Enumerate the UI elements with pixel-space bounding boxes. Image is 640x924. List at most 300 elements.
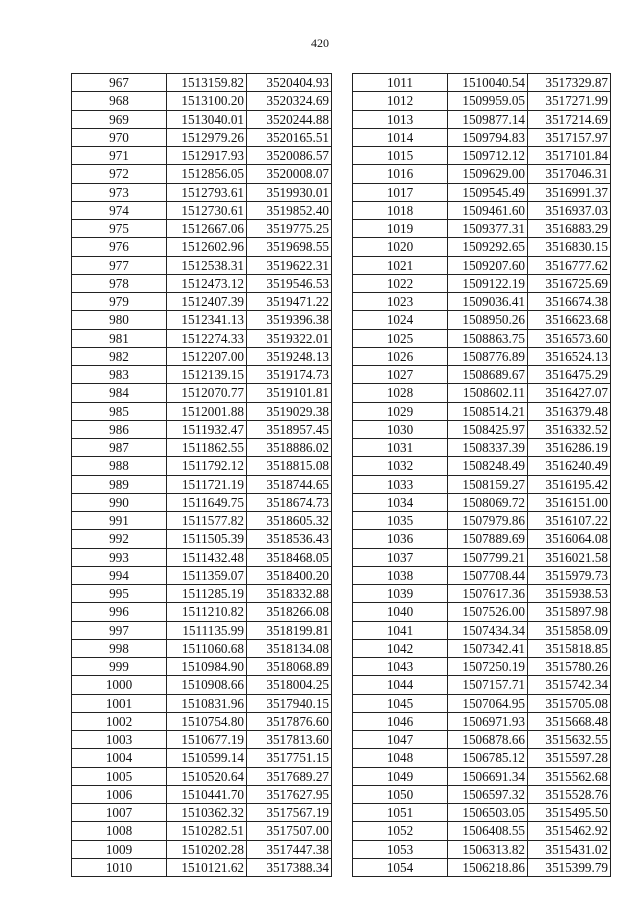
- table-row: [353, 603, 611, 621]
- point-number-cell: 1051: [353, 804, 448, 822]
- table-row: [72, 384, 332, 402]
- table-row: [353, 220, 611, 238]
- y-coordinate-cell: 3516427.07: [528, 384, 611, 402]
- point-number-cell: 968: [72, 92, 167, 110]
- point-number-cell: 981: [72, 329, 167, 347]
- table-row: [72, 366, 332, 384]
- y-coordinate-cell: 3515668.48: [528, 712, 611, 730]
- table-row: [72, 238, 332, 256]
- x-coordinate-cell: 1511721.19: [167, 475, 247, 493]
- x-coordinate-cell: 1511862.55: [167, 439, 247, 457]
- table-row: [72, 128, 332, 146]
- point-number-cell: 999: [72, 658, 167, 676]
- table-row: [353, 512, 611, 530]
- y-coordinate-cell: 3515818.85: [528, 639, 611, 657]
- x-coordinate-cell: 1506503.05: [448, 804, 528, 822]
- x-coordinate-cell: 1507799.21: [448, 548, 528, 566]
- table-row: [72, 658, 332, 676]
- x-coordinate-cell: 1511649.75: [167, 493, 247, 511]
- table-row: [353, 366, 611, 384]
- point-number-cell: 1004: [72, 749, 167, 767]
- y-coordinate-cell: 3516674.38: [528, 293, 611, 311]
- point-number-cell: 991: [72, 512, 167, 530]
- point-number-cell: 1007: [72, 804, 167, 822]
- y-coordinate-cell: 3516151.00: [528, 493, 611, 511]
- x-coordinate-cell: 1507526.00: [448, 603, 528, 621]
- y-coordinate-cell: 3520165.51: [247, 128, 332, 146]
- table-row: [353, 804, 611, 822]
- point-number-cell: 990: [72, 493, 167, 511]
- x-coordinate-cell: 1508069.72: [448, 493, 528, 511]
- x-coordinate-cell: 1512070.77: [167, 384, 247, 402]
- x-coordinate-cell: 1511060.68: [167, 639, 247, 657]
- point-number-cell: 1003: [72, 731, 167, 749]
- point-number-cell: 969: [72, 110, 167, 128]
- x-coordinate-cell: 1506971.93: [448, 712, 528, 730]
- point-number-cell: 1009: [72, 840, 167, 858]
- y-coordinate-cell: 3517689.27: [247, 767, 332, 785]
- x-coordinate-cell: 1507157.71: [448, 676, 528, 694]
- table-row: [353, 749, 611, 767]
- x-coordinate-cell: 1511792.12: [167, 457, 247, 475]
- point-number-cell: 1001: [72, 694, 167, 712]
- point-number-cell: 1026: [353, 347, 448, 365]
- table-row: [353, 147, 611, 165]
- point-number-cell: 1011: [353, 74, 448, 92]
- table-row: [72, 402, 332, 420]
- point-number-cell: 1015: [353, 147, 448, 165]
- table-row: [72, 804, 332, 822]
- table-row: [72, 493, 332, 511]
- coordinate-table-left-body: [72, 74, 332, 877]
- page-number: 420: [311, 36, 329, 50]
- point-number-cell: 977: [72, 256, 167, 274]
- point-number-cell: 1013: [353, 110, 448, 128]
- x-coordinate-cell: 1509545.49: [448, 183, 528, 201]
- y-coordinate-cell: 3515431.02: [528, 840, 611, 858]
- point-number-cell: 1023: [353, 293, 448, 311]
- point-number-cell: 973: [72, 183, 167, 201]
- y-coordinate-cell: 3519101.81: [247, 384, 332, 402]
- table-row: [72, 731, 332, 749]
- x-coordinate-cell: 1510362.32: [167, 804, 247, 822]
- table-row: [72, 311, 332, 329]
- y-coordinate-cell: 3520086.57: [247, 147, 332, 165]
- x-coordinate-cell: 1509292.65: [448, 238, 528, 256]
- table-row: [72, 694, 332, 712]
- y-coordinate-cell: 3517271.99: [528, 92, 611, 110]
- x-coordinate-cell: 1507250.19: [448, 658, 528, 676]
- y-coordinate-cell: 3520404.93: [247, 74, 332, 92]
- table-row: [72, 92, 332, 110]
- x-coordinate-cell: 1510754.80: [167, 712, 247, 730]
- y-coordinate-cell: 3516195.42: [528, 475, 611, 493]
- point-number-cell: 994: [72, 566, 167, 584]
- point-number-cell: 996: [72, 603, 167, 621]
- point-number-cell: 997: [72, 621, 167, 639]
- point-number-cell: 1020: [353, 238, 448, 256]
- point-number-cell: 1045: [353, 694, 448, 712]
- table-row: [72, 439, 332, 457]
- point-number-cell: 1029: [353, 402, 448, 420]
- x-coordinate-cell: 1509461.60: [448, 201, 528, 219]
- table-row: [72, 329, 332, 347]
- table-row: [353, 402, 611, 420]
- point-number-cell: 1010: [72, 858, 167, 876]
- point-number-cell: 1021: [353, 256, 448, 274]
- point-number-cell: 995: [72, 585, 167, 603]
- point-number-cell: 1008: [72, 822, 167, 840]
- y-coordinate-cell: 3518886.02: [247, 439, 332, 457]
- x-coordinate-cell: 1511359.07: [167, 566, 247, 584]
- x-coordinate-cell: 1507064.95: [448, 694, 528, 712]
- point-number-cell: 1036: [353, 530, 448, 548]
- point-number-cell: 975: [72, 220, 167, 238]
- table-row: [72, 74, 332, 92]
- table-row: [353, 785, 611, 803]
- y-coordinate-cell: 3515705.08: [528, 694, 611, 712]
- x-coordinate-cell: 1512730.61: [167, 201, 247, 219]
- point-number-cell: 1044: [353, 676, 448, 694]
- point-number-cell: 1039: [353, 585, 448, 603]
- x-coordinate-cell: 1508863.75: [448, 329, 528, 347]
- x-coordinate-cell: 1511432.48: [167, 548, 247, 566]
- x-coordinate-cell: 1507434.34: [448, 621, 528, 639]
- table-row: [72, 840, 332, 858]
- x-coordinate-cell: 1512139.15: [167, 366, 247, 384]
- table-row: [353, 347, 611, 365]
- x-coordinate-cell: 1507979.86: [448, 512, 528, 530]
- table-row: [72, 165, 332, 183]
- y-coordinate-cell: 3517447.38: [247, 840, 332, 858]
- x-coordinate-cell: 1508337.39: [448, 439, 528, 457]
- x-coordinate-cell: 1511577.82: [167, 512, 247, 530]
- x-coordinate-cell: 1506785.12: [448, 749, 528, 767]
- x-coordinate-cell: 1509877.14: [448, 110, 528, 128]
- y-coordinate-cell: 3518468.05: [247, 548, 332, 566]
- y-coordinate-cell: 3516623.68: [528, 311, 611, 329]
- y-coordinate-cell: 3515742.34: [528, 676, 611, 694]
- x-coordinate-cell: 1512856.05: [167, 165, 247, 183]
- point-number-cell: 970: [72, 128, 167, 146]
- x-coordinate-cell: 1512979.26: [167, 128, 247, 146]
- y-coordinate-cell: 3515399.79: [528, 858, 611, 876]
- point-number-cell: 1012: [353, 92, 448, 110]
- point-number-cell: 1030: [353, 420, 448, 438]
- point-number-cell: 1031: [353, 439, 448, 457]
- table-row: [353, 183, 611, 201]
- y-coordinate-cell: 3516573.60: [528, 329, 611, 347]
- x-coordinate-cell: 1506408.55: [448, 822, 528, 840]
- point-number-cell: 1005: [72, 767, 167, 785]
- x-coordinate-cell: 1510984.90: [167, 658, 247, 676]
- table-row: [353, 110, 611, 128]
- table-row: [353, 475, 611, 493]
- point-number-cell: 1032: [353, 457, 448, 475]
- point-number-cell: 1035: [353, 512, 448, 530]
- table-row: [72, 603, 332, 621]
- point-number-cell: 1002: [72, 712, 167, 730]
- y-coordinate-cell: 3515462.92: [528, 822, 611, 840]
- point-number-cell: 974: [72, 201, 167, 219]
- table-row: [72, 420, 332, 438]
- y-coordinate-cell: 3516725.69: [528, 274, 611, 292]
- x-coordinate-cell: 1511285.19: [167, 585, 247, 603]
- x-coordinate-cell: 1506878.66: [448, 731, 528, 749]
- point-number-cell: 1017: [353, 183, 448, 201]
- point-number-cell: 987: [72, 439, 167, 457]
- point-number-cell: 1040: [353, 603, 448, 621]
- table-row: [353, 238, 611, 256]
- table-row: [72, 858, 332, 876]
- x-coordinate-cell: 1507708.44: [448, 566, 528, 584]
- y-coordinate-cell: 3518199.81: [247, 621, 332, 639]
- x-coordinate-cell: 1507889.69: [448, 530, 528, 548]
- y-coordinate-cell: 3515979.73: [528, 566, 611, 584]
- point-number-cell: 1054: [353, 858, 448, 876]
- x-coordinate-cell: 1512274.33: [167, 329, 247, 347]
- point-number-cell: 986: [72, 420, 167, 438]
- y-coordinate-cell: 3518815.08: [247, 457, 332, 475]
- x-coordinate-cell: 1509794.83: [448, 128, 528, 146]
- table-row: [353, 566, 611, 584]
- x-coordinate-cell: 1507617.36: [448, 585, 528, 603]
- table-row: [72, 347, 332, 365]
- point-number-cell: 1033: [353, 475, 448, 493]
- y-coordinate-cell: 3518068.89: [247, 658, 332, 676]
- y-coordinate-cell: 3517157.97: [528, 128, 611, 146]
- y-coordinate-cell: 3515897.98: [528, 603, 611, 621]
- point-number-cell: 978: [72, 274, 167, 292]
- x-coordinate-cell: 1508514.21: [448, 402, 528, 420]
- coordinate-table-right: [352, 73, 611, 877]
- point-number-cell: 1047: [353, 731, 448, 749]
- table-row: [353, 420, 611, 438]
- x-coordinate-cell: 1511932.47: [167, 420, 247, 438]
- y-coordinate-cell: 3516379.48: [528, 402, 611, 420]
- table-row: [72, 712, 332, 730]
- y-coordinate-cell: 3516777.62: [528, 256, 611, 274]
- x-coordinate-cell: 1509629.00: [448, 165, 528, 183]
- x-coordinate-cell: 1513159.82: [167, 74, 247, 92]
- y-coordinate-cell: 3520008.07: [247, 165, 332, 183]
- y-coordinate-cell: 3519396.38: [247, 311, 332, 329]
- table-row: [72, 676, 332, 694]
- coordinate-table-left: [71, 73, 332, 877]
- x-coordinate-cell: 1510282.51: [167, 822, 247, 840]
- table-row: [72, 621, 332, 639]
- x-coordinate-cell: 1510040.54: [448, 74, 528, 92]
- y-coordinate-cell: 3518536.43: [247, 530, 332, 548]
- table-row: [353, 201, 611, 219]
- table-row: [72, 548, 332, 566]
- point-number-cell: 1052: [353, 822, 448, 840]
- table-row: [72, 475, 332, 493]
- point-number-cell: 992: [72, 530, 167, 548]
- y-coordinate-cell: 3519930.01: [247, 183, 332, 201]
- point-number-cell: 1048: [353, 749, 448, 767]
- x-coordinate-cell: 1511210.82: [167, 603, 247, 621]
- x-coordinate-cell: 1510121.62: [167, 858, 247, 876]
- table-row: [72, 822, 332, 840]
- point-number-cell: 1025: [353, 329, 448, 347]
- table-row: [353, 858, 611, 876]
- x-coordinate-cell: 1509377.31: [448, 220, 528, 238]
- table-row: [353, 439, 611, 457]
- y-coordinate-cell: 3517101.84: [528, 147, 611, 165]
- y-coordinate-cell: 3517046.31: [528, 165, 611, 183]
- y-coordinate-cell: 3520244.88: [247, 110, 332, 128]
- table-row: [72, 256, 332, 274]
- table-row: [353, 92, 611, 110]
- y-coordinate-cell: 3516475.29: [528, 366, 611, 384]
- y-coordinate-cell: 3517940.15: [247, 694, 332, 712]
- y-coordinate-cell: 3517214.69: [528, 110, 611, 128]
- point-number-cell: 1028: [353, 384, 448, 402]
- point-number-cell: 1024: [353, 311, 448, 329]
- y-coordinate-cell: 3518605.32: [247, 512, 332, 530]
- table-row: [353, 731, 611, 749]
- x-coordinate-cell: 1512341.13: [167, 311, 247, 329]
- table-row: [353, 530, 611, 548]
- table-row: [72, 512, 332, 530]
- x-coordinate-cell: 1512407.39: [167, 293, 247, 311]
- y-coordinate-cell: 3519322.01: [247, 329, 332, 347]
- y-coordinate-cell: 3519852.40: [247, 201, 332, 219]
- x-coordinate-cell: 1508689.67: [448, 366, 528, 384]
- y-coordinate-cell: 3518134.08: [247, 639, 332, 657]
- x-coordinate-cell: 1508159.27: [448, 475, 528, 493]
- x-coordinate-cell: 1512667.06: [167, 220, 247, 238]
- table-row: [353, 621, 611, 639]
- x-coordinate-cell: 1511135.99: [167, 621, 247, 639]
- x-coordinate-cell: 1508425.97: [448, 420, 528, 438]
- point-number-cell: 967: [72, 74, 167, 92]
- y-coordinate-cell: 3519248.13: [247, 347, 332, 365]
- table-row: [72, 767, 332, 785]
- x-coordinate-cell: 1508950.26: [448, 311, 528, 329]
- x-coordinate-cell: 1509036.41: [448, 293, 528, 311]
- x-coordinate-cell: 1510908.66: [167, 676, 247, 694]
- x-coordinate-cell: 1506218.86: [448, 858, 528, 876]
- table-row: [353, 128, 611, 146]
- y-coordinate-cell: 3516240.49: [528, 457, 611, 475]
- point-number-cell: 983: [72, 366, 167, 384]
- y-coordinate-cell: 3516830.15: [528, 238, 611, 256]
- point-number-cell: 1019: [353, 220, 448, 238]
- x-coordinate-cell: 1510202.28: [167, 840, 247, 858]
- y-coordinate-cell: 3515597.28: [528, 749, 611, 767]
- x-coordinate-cell: 1506597.32: [448, 785, 528, 803]
- y-coordinate-cell: 3519174.73: [247, 366, 332, 384]
- point-number-cell: 1034: [353, 493, 448, 511]
- y-coordinate-cell: 3515938.53: [528, 585, 611, 603]
- y-coordinate-cell: 3517813.60: [247, 731, 332, 749]
- x-coordinate-cell: 1509122.19: [448, 274, 528, 292]
- point-number-cell: 1037: [353, 548, 448, 566]
- x-coordinate-cell: 1507342.41: [448, 639, 528, 657]
- y-coordinate-cell: 3517567.19: [247, 804, 332, 822]
- table-row: [72, 147, 332, 165]
- table-row: [353, 712, 611, 730]
- x-coordinate-cell: 1510831.96: [167, 694, 247, 712]
- table-row: [353, 74, 611, 92]
- x-coordinate-cell: 1513040.01: [167, 110, 247, 128]
- x-coordinate-cell: 1511505.39: [167, 530, 247, 548]
- table-row: [72, 457, 332, 475]
- point-number-cell: 1050: [353, 785, 448, 803]
- point-number-cell: 971: [72, 147, 167, 165]
- y-coordinate-cell: 3516883.29: [528, 220, 611, 238]
- point-number-cell: 1000: [72, 676, 167, 694]
- y-coordinate-cell: 3519698.55: [247, 238, 332, 256]
- y-coordinate-cell: 3515632.55: [528, 731, 611, 749]
- table-row: [353, 493, 611, 511]
- table-row: [353, 585, 611, 603]
- y-coordinate-cell: 3518744.65: [247, 475, 332, 493]
- point-number-cell: 1016: [353, 165, 448, 183]
- x-coordinate-cell: 1512001.88: [167, 402, 247, 420]
- y-coordinate-cell: 3518674.73: [247, 493, 332, 511]
- y-coordinate-cell: 3516064.08: [528, 530, 611, 548]
- x-coordinate-cell: 1512538.31: [167, 256, 247, 274]
- x-coordinate-cell: 1508776.89: [448, 347, 528, 365]
- y-coordinate-cell: 3516937.03: [528, 201, 611, 219]
- x-coordinate-cell: 1510520.64: [167, 767, 247, 785]
- y-coordinate-cell: 3517388.34: [247, 858, 332, 876]
- x-coordinate-cell: 1509712.12: [448, 147, 528, 165]
- point-number-cell: 1018: [353, 201, 448, 219]
- y-coordinate-cell: 3518004.25: [247, 676, 332, 694]
- table-row: [353, 384, 611, 402]
- y-coordinate-cell: 3515528.76: [528, 785, 611, 803]
- x-coordinate-cell: 1508602.11: [448, 384, 528, 402]
- x-coordinate-cell: 1512602.96: [167, 238, 247, 256]
- table-row: [72, 639, 332, 657]
- y-coordinate-cell: 3517507.00: [247, 822, 332, 840]
- coordinate-table-right-body: [353, 74, 611, 877]
- y-coordinate-cell: 3517751.15: [247, 749, 332, 767]
- x-coordinate-cell: 1509207.60: [448, 256, 528, 274]
- table-row: [353, 329, 611, 347]
- x-coordinate-cell: 1510441.70: [167, 785, 247, 803]
- y-coordinate-cell: 3519775.25: [247, 220, 332, 238]
- table-row: [353, 256, 611, 274]
- y-coordinate-cell: 3515495.50: [528, 804, 611, 822]
- point-number-cell: 993: [72, 548, 167, 566]
- y-coordinate-cell: 3519029.38: [247, 402, 332, 420]
- y-coordinate-cell: 3515780.26: [528, 658, 611, 676]
- point-number-cell: 1046: [353, 712, 448, 730]
- point-number-cell: 984: [72, 384, 167, 402]
- x-coordinate-cell: 1509959.05: [448, 92, 528, 110]
- x-coordinate-cell: 1506691.34: [448, 767, 528, 785]
- y-coordinate-cell: 3516332.52: [528, 420, 611, 438]
- table-row: [72, 293, 332, 311]
- point-number-cell: 980: [72, 311, 167, 329]
- table-row: [353, 165, 611, 183]
- point-number-cell: 998: [72, 639, 167, 657]
- table-row: [72, 110, 332, 128]
- table-row: [72, 785, 332, 803]
- table-row: [72, 749, 332, 767]
- point-number-cell: 989: [72, 475, 167, 493]
- y-coordinate-cell: 3516021.58: [528, 548, 611, 566]
- point-number-cell: 1038: [353, 566, 448, 584]
- table-row: [353, 676, 611, 694]
- y-coordinate-cell: 3515562.68: [528, 767, 611, 785]
- y-coordinate-cell: 3518332.88: [247, 585, 332, 603]
